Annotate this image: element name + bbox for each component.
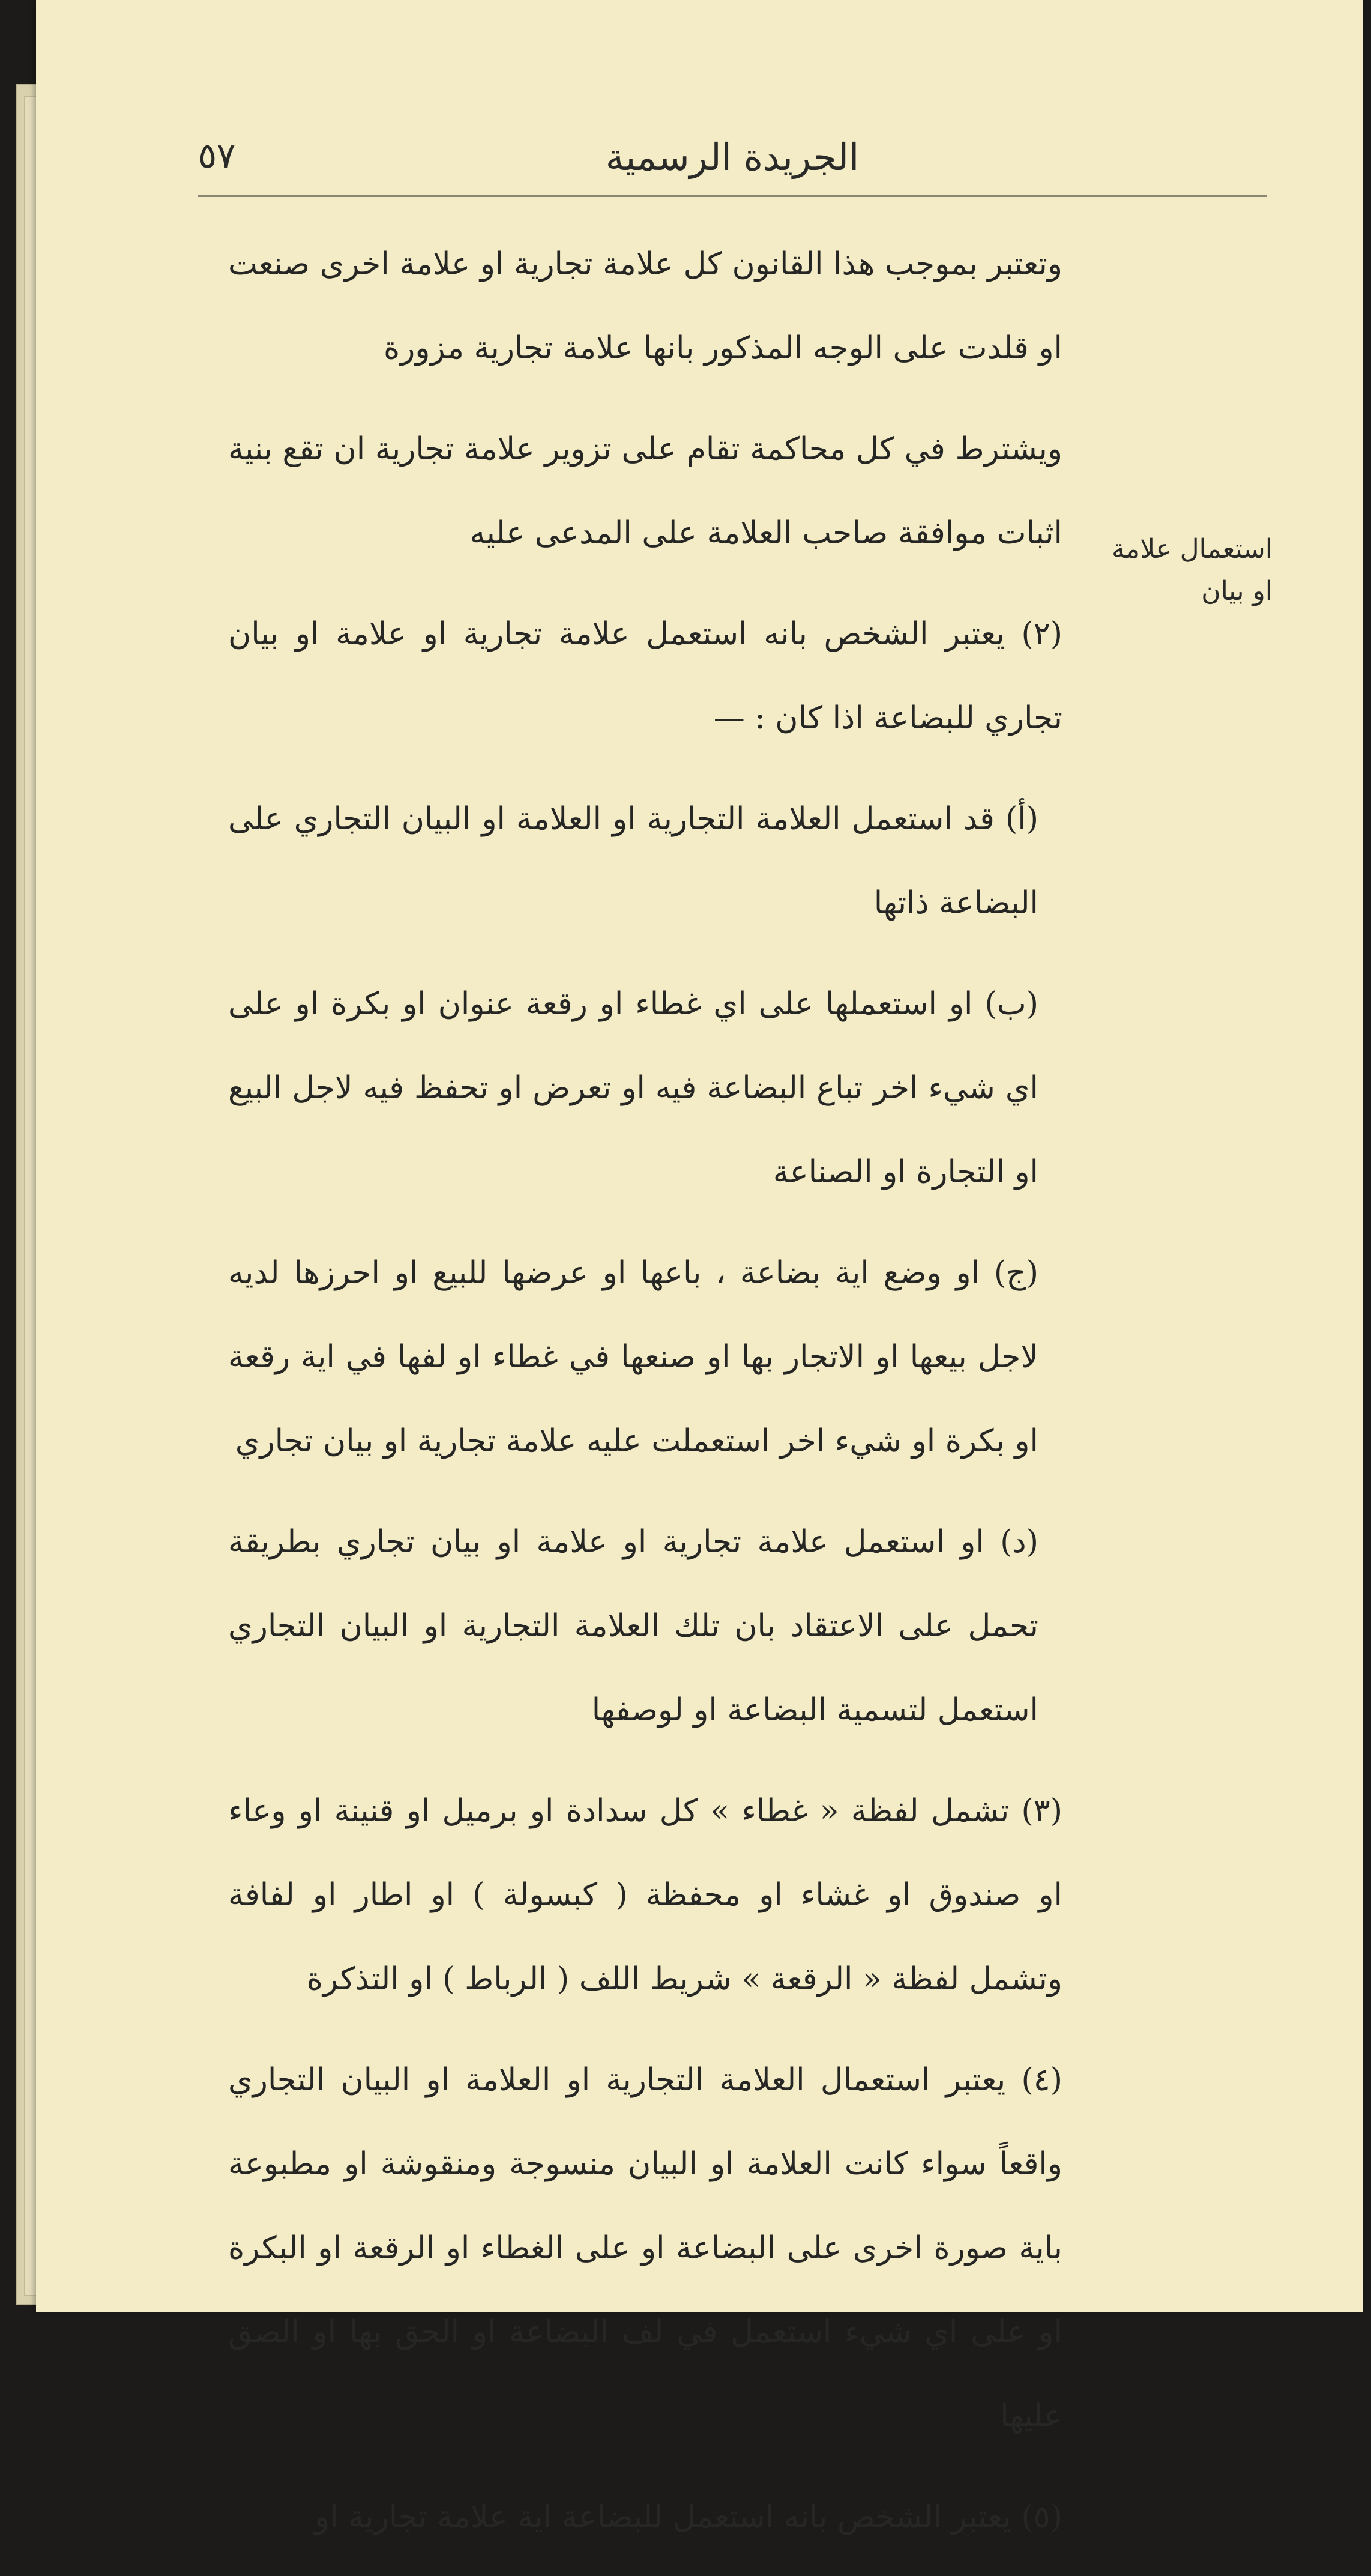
- paragraph-clause-a: (أ) قد استعمل العلامة التجارية او العلامة او البيان التجاري على البضاعة ذاتها: [228, 801, 1038, 921]
- paragraph-section-5: (٥) يعتبر الشخص بانه استعمل للبضاعة اية علامة تجارية او: [315, 2499, 1062, 2535]
- paragraph-section-3: (٣) تشمل لفظة « غطاء » كل سدادة او برميل او قنينة او وعاء او صندوق او غشاء او محفظة ( كبسولة ) او اطار او لفافة وتشمل لفظة « الرقعة » شريط اللف ( الرباط ) او التذكرة: [228, 1793, 1062, 1997]
- paragraph-clause-c: (ج) او وضع اية بضاعة ، باعها او عرضها للبيع او احرزها لديه لاجل بيعها او الاتجار بها او صنعها في غطاء او لفها في اية رقعة او بكرة او شيء اخر استعملت عليه علامة تجارية او بيان تجاري: [228, 1255, 1038, 1459]
- paragraph-clause-b: (ب) او استعملها على اي غطاء او رقعة عنوان او بكرة او على اي شيء اخر تباع البضاعة فيه او تعرض او تحفظ فيه لاجل البيع او التجارة او الصناعة: [228, 986, 1038, 1190]
- paragraph-prosecution-condition: ويشترط في كل محاكمة تقام على تزوير علامة تجارية ان تقع بنية اثبات موافقة صاحب العلامة على المدعى عليه: [228, 431, 1063, 551]
- page-number: ٥٧: [198, 135, 236, 176]
- paragraph-section-2: (٢) يعتبر الشخص بانه استعمل علامة تجارية او علامة او بيان تجاري للبضاعة اذا كان : —: [228, 616, 1062, 736]
- paragraph-clause-d: (د) او استعمل علامة تجارية او علامة او بيان تجاري بطريقة تحمل على الاعتقاد بان تلك العلامة التجارية او البيان التجاري استعمل لتسمية البضاعة او لوصفها: [228, 1524, 1038, 1728]
- margin-note: استعمال علامة او بيان: [1111, 534, 1273, 606]
- page-header: [198, 129, 1267, 197]
- document-body: [228, 222, 1062, 2576]
- paragraph-section-4: (٤) يعتبر استعمال العلامة التجارية او العلامة او البيان التجاري واقعاً سواء كانت العلامة او البيان منسوجة ومنقوشة او مطبوعة باية صورة اخرى على البضاعة او على الغطاء او الرقعة او البكرة او على اي شيء استعمل في لف البضاعة او الحق بها او الصق عليها: [228, 2062, 1062, 2434]
- journal-title: الجريدة الرسمية: [605, 135, 860, 179]
- document-page: [36, 0, 1363, 2535]
- paragraph-forged-trademark: وتعتبر بموجب هذا القانون كل علامة تجارية او علامة اخرى صنعت او قلدت على الوجه المذكور بانها علامة تجارية مزورة: [228, 246, 1062, 366]
